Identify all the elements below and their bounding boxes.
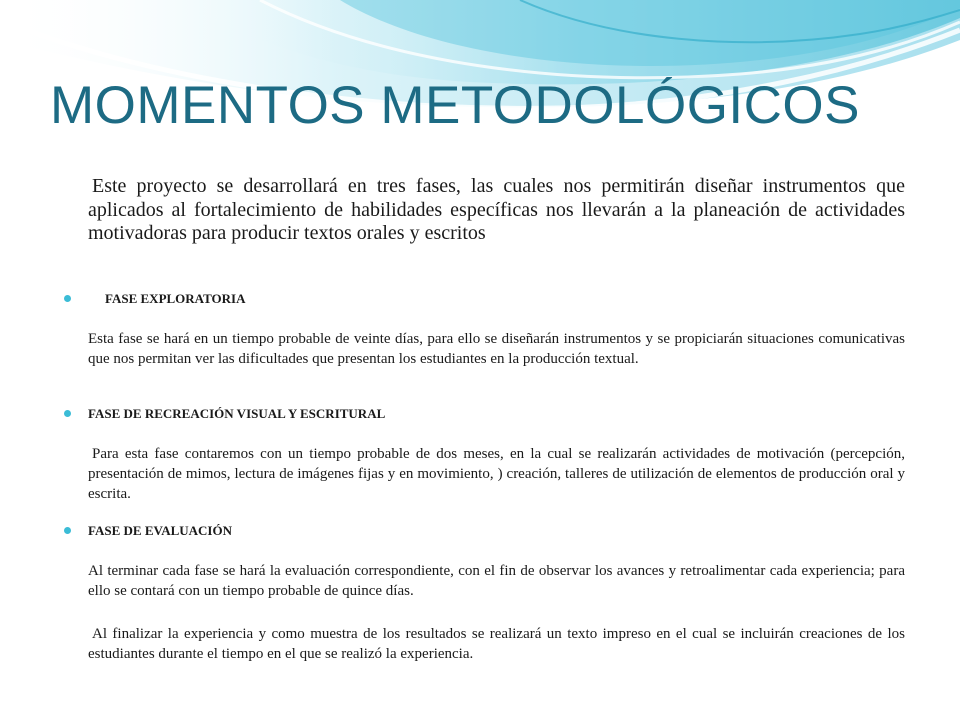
closing-paragraph: Al finalizar la experiencia y como muestra de los resultados se realizará un texto impreso en el cual se incluirán creaciones de los estudiantes durante el tiempo en el que se realizó la experiencia. <box>88 626 905 662</box>
phase-item-recreacion <box>64 405 904 425</box>
phase-heading: FASE DE RECREACIÓN VISUAL Y ESCRITURAL <box>88 406 386 421</box>
bullet-icon <box>64 527 71 534</box>
intro-paragraph: Este proyecto se desarrollará en tres fases, las cuales nos permitirán diseñar instrumentos que aplicados al fortalecimiento de habilidades específicas nos llevarán a la planeación de actividades motivadoras para producir textos orales y escritos <box>88 175 905 244</box>
slide-title: MOMENTOS METODOLÓGICOS <box>50 76 861 135</box>
phase-description: Al terminar cada fase se hará la evaluación correspondiente, con el fin de observar los avances y retroalimentar cada experiencia; para ello se contará con un tiempo probable de quince días. <box>88 563 905 599</box>
phase-item-evaluacion <box>64 522 904 542</box>
phase-item-exploratoria <box>64 290 904 310</box>
phase-heading: FASE DE EVALUACIÓN <box>88 523 232 538</box>
phase-description: Para esta fase contaremos con un tiempo probable de dos meses, en la cual se realizarán actividades de motivación (percepción, presentación de mimos, lectura de imágenes fijas y en movimiento, ) creación, talleres de utilización de elementos de producción oral y escrita. <box>88 446 905 502</box>
phase-heading: FASE EXPLORATORIA <box>105 291 246 306</box>
bullet-icon <box>64 295 71 302</box>
bullet-icon <box>64 410 71 417</box>
phase-description: Esta fase se hará en un tiempo probable de veinte días, para ello se diseñarán instrumentos y se propiciarán situaciones comunicativas que nos permitan ver las dificultades que presentan los estudiantes en la producción textual. <box>88 331 905 367</box>
